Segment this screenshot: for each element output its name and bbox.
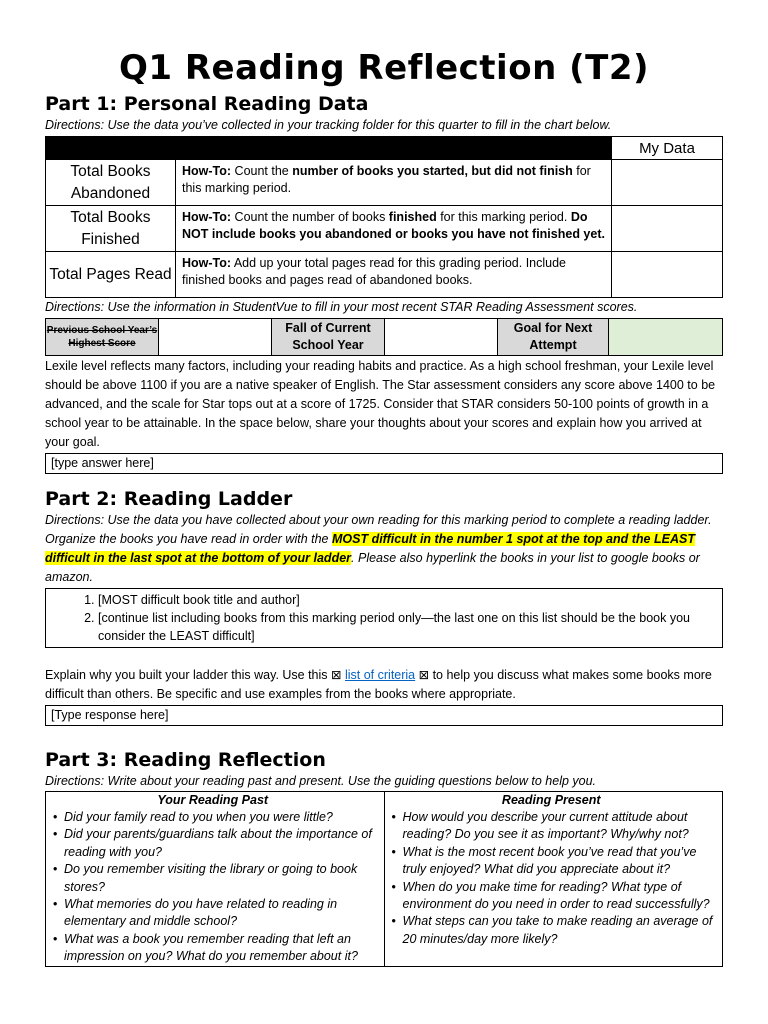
pages-read-input[interactable]: [612, 252, 723, 298]
goal-input[interactable]: [609, 319, 723, 356]
part1-directions: Directions: Use the data you’ve collected in your tracking folder for this quarter to fill in the chart below.: [45, 118, 612, 132]
fall-score-label: Fall of Current School Year: [272, 319, 385, 356]
fall-score-input[interactable]: [385, 319, 498, 356]
scores-answer-field[interactable]: [type answer here]: [45, 453, 723, 474]
list-item: • What memories do you have related to reading in elementary and middle school?: [64, 896, 380, 931]
previous-score-input[interactable]: [159, 319, 272, 356]
part2-heading: Part 2: Reading Ladder: [45, 488, 293, 510]
list-item: • Did your parents/guardians talk about the importance of reading with you?: [64, 826, 380, 861]
ladder-item[interactable]: 1. [MOST difficult book title and author]: [98, 591, 716, 609]
reading-data-table: [45, 136, 723, 298]
row-label-books-finished: Total Books Finished: [46, 206, 176, 252]
page-title: Q1 Reading Reflection (T2): [118, 48, 650, 88]
list-item: • Did your family read to you when you were little?: [64, 809, 380, 826]
list-item: • How would you describe your current attitude about reading? Do you see it as important? Why/why not?: [403, 809, 719, 844]
reading-past-column[interactable]: [46, 792, 385, 967]
link-icon: ⊠: [331, 668, 342, 682]
howto-books-abandoned: How-To: Count the number of books you started, but did not finish for this marking period.: [176, 160, 612, 206]
ladder-response-field[interactable]: [Type response here]: [45, 705, 723, 726]
table-row: [46, 160, 723, 206]
list-item: • What steps can you take to make reading an average of 20 minutes/day more likely?: [403, 913, 719, 948]
howto-books-finished: How-To: Count the number of books finished for this marking period. Do NOT include books you abandoned or books you have not finished yet.: [176, 206, 612, 252]
reading-ladder-list[interactable]: [45, 588, 723, 648]
books-abandoned-input[interactable]: [612, 160, 723, 206]
part3-heading: Part 3: Reading Reflection: [45, 749, 326, 771]
list-item: • What was a book you remember reading that left an impression on you? What do you remember about it?: [64, 931, 380, 966]
howto-pages-read: How-To: Add up your total pages read for this grading period. Include finished books and pages read of abandoned books.: [176, 252, 612, 298]
document-page: [45, 0, 723, 967]
previous-score-label: Previous School Year’s Highest Score: [46, 319, 159, 356]
link-icon: ⊠: [418, 668, 430, 682]
lexile-explanation: Lexile level reflects many factors, including your reading habits and practice. As a high school freshman, your Lexile level should be above 1100 if you are a native speaker of English. The Star assessment considers any score above 1400 to be advanced, and the scale for Star tops out at a score of 1725. Consider that STAR considers 50-100 points of growth in a school year to be attainable. In the space below, share your thoughts about your scores and explain how you arrived at your goal.: [45, 359, 716, 449]
list-item: • What is the most recent book you’ve read that you’ve truly enjoyed? What did you appreciate about it?: [403, 844, 719, 879]
criteria-link[interactable]: list of criteria: [344, 668, 416, 682]
row-label-books-abandoned: Total Books Abandoned: [46, 160, 176, 206]
part1-directions-star: Directions: Use the information in StudentVue to fill in your most recent STAR Reading Assessment scores.: [45, 300, 638, 314]
star-scores-table: [45, 318, 723, 356]
books-finished-input[interactable]: [612, 206, 723, 252]
reading-present-column[interactable]: [384, 792, 723, 967]
table-header-bar: [46, 137, 612, 160]
table-row: [46, 252, 723, 298]
list-item: • When do you make time for reading? What type of environment do you need in order to read successfully?: [403, 879, 719, 914]
table-row: [46, 206, 723, 252]
part3-directions: Directions: Write about your reading past and present. Use the guiding questions below to help you.: [45, 774, 597, 788]
reading-present-header: Reading Present: [501, 793, 601, 807]
list-item: • Do you remember visiting the library or going to book stores?: [64, 861, 380, 896]
ladder-item[interactable]: 2. [continue list including books from this marking period only—the last one on this list should be the book you consider the LEAST difficult]: [98, 609, 716, 645]
goal-label: Goal for Next Attempt: [498, 319, 609, 356]
part2-directions: Directions: Use the data you have collected about your own reading for this marking period to complete a reading ladder. Organize the books you have read in order with the MOST difficult in the number 1 spot at the top and the LEAST difficult in the last spot at the bottom of your ladder. Please also hyperlink the books in your list to google books or amazon.: [45, 513, 712, 584]
row-label-pages-read: Total Pages Read: [46, 252, 176, 298]
reading-past-header: Your Reading Past: [157, 793, 269, 807]
my-data-header: My Data: [612, 137, 723, 160]
ladder-explanation: Explain why you built your ladder this way. Use this ⊠ list of criteria ⊠ to help you discuss what makes some books more difficult than others. Be specific and use examples from the books where appropriate.: [45, 668, 712, 701]
part1-heading: Part 1: Personal Reading Data: [45, 93, 369, 115]
reflection-questions-table: [45, 791, 723, 967]
